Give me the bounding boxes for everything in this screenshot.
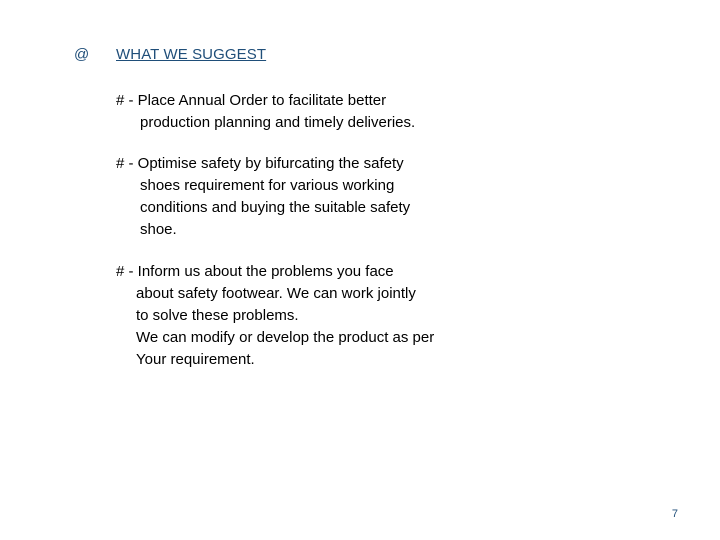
suggestion-point-inform-us (116, 261, 434, 371)
page-number: 7 (671, 508, 678, 520)
point-line: production planning and timely deliveries. (140, 114, 416, 131)
point-line: shoe. (140, 221, 177, 238)
point-line: # - Place Annual Order to facilitate better (116, 92, 387, 109)
heading-bullet-symbol: @ (74, 46, 90, 63)
suggestion-point-safety (116, 153, 410, 241)
point-line: about safety footwear. We can work jointly (136, 285, 416, 302)
point-line: We can modify or develop the product as per (136, 329, 435, 346)
point-line: to solve these problems. (136, 307, 299, 324)
point-line: Your requirement. (136, 351, 255, 368)
point-line: # - Inform us about the problems you face (116, 263, 394, 280)
point-line: shoes requirement for various working (140, 177, 395, 194)
point-line: conditions and buying the suitable safety (140, 199, 411, 216)
suggestion-point-annual-order (116, 90, 415, 134)
point-line: # - Optimise safety by bifurcating the safety (116, 155, 404, 172)
slide-heading: WHAT WE SUGGEST (116, 46, 267, 63)
